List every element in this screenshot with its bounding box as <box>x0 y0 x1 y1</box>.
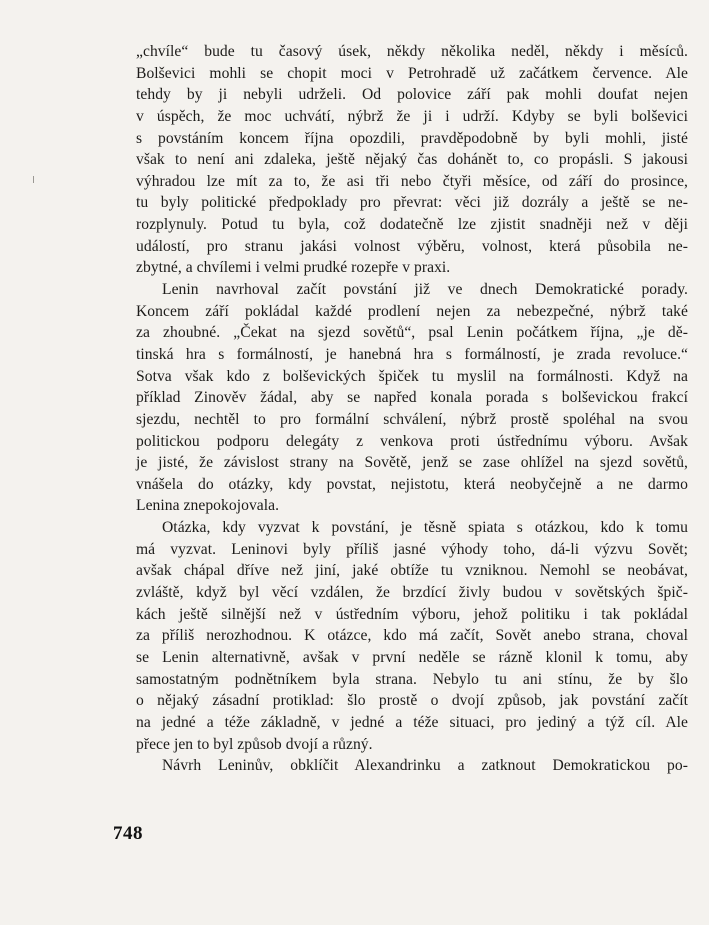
text-line: má vyzvat. Leninovi byly příliš jasné výhody toho, dá-li výzvu Sovět; <box>136 540 688 558</box>
text-line: samostatným podnětníkem byla strana. Nebylo tu ani stínu, že by šlo <box>136 670 688 688</box>
text-line: sjezdu, nechtěl to pro formální schválení, nýbrž prostě spoléhal na svou <box>136 410 688 428</box>
text-line: tu byly politické předpoklady pro převrat: věci již dozrály a ještě se ne- <box>136 194 688 212</box>
text-line: avšak chápal dříve než jiní, jaké obtíže tu vzniknou. Nemohl se neobávat, <box>136 562 688 580</box>
page-number: 748 <box>113 823 143 844</box>
text-line: politickou podporu delegáty z venkova proti ústřednímu výboru. Avšak <box>136 432 688 450</box>
text-line: s povstáním koncem října opozdili, pravděpodobně by byli mohli, jisté <box>136 129 688 147</box>
text-line: tinská hra s formálností, je hanebná hra s formálností, je zrada revoluce.“ <box>136 345 688 363</box>
text-line: o nějaký zásadní protiklad: šlo prostě o dvojí způsob, jak povstání začít <box>136 692 688 710</box>
text-line: za zhoubné. „Čekat na sjezd sovětů“, psal Lenin počátkem října, „je dě- <box>136 324 688 342</box>
text-line: Koncem září pokládal každé prodlení nejen za nebezpečné, nýbrž také <box>136 302 688 320</box>
text-line: Lenin navrhoval začít povstání již ve dnech Demokratické porady. <box>162 281 688 299</box>
text-line: na jedné a téže základně, v jedné a téže situaci, pro jediný a týž cíl. Ale <box>136 713 688 731</box>
text-line: událostí, pro stranu jakási volnost výběru, volnost, která působila ne- <box>136 237 688 255</box>
margin-mark <box>33 176 34 183</box>
text-line: tehdy by ji nebyli udrželi. Od polovice září pak mohli doufat nejen <box>136 86 688 104</box>
text-line: v úspěch, že moc uchvátí, nýbrž že ji i udrží. Kdyby se byli bolševici <box>136 107 688 125</box>
text-line: Otázka, kdy vyzvat k povstání, je těsně spiata s otázkou, kdo k tomu <box>162 519 688 537</box>
text-line: zbytné, a chvílemi i velmi prudké rozepře v praxi. <box>136 259 451 277</box>
text-line: je jisté, že závislost strany na Sovětě, jenž se zase ohlížel na sjezd sovětů, <box>136 454 688 472</box>
text-line: rozplynuly. Potud tu byla, což dodatečně lze zjistit snadněji než v ději <box>136 216 688 234</box>
text-line: příklad Zinověv žádal, aby se napřed konala porada s bolševickou frakcí <box>136 389 688 407</box>
text-line: Návrh Leninův, obklíčit Alexandrinku a zatknout Demokratickou po- <box>162 757 688 775</box>
text-line: kách ještě silnější než v ústředním výboru, jehož politiku i tak pokládal <box>136 605 688 623</box>
text-line: vnášela do otázky, kdy povstat, nejistotu, která neobyčejně a ne darmo <box>136 475 688 493</box>
body-text <box>136 41 688 777</box>
text-line: Sotva však kdo z bolševických špiček tu myslil na formálnosti. Když na <box>136 367 688 385</box>
text-line: výhradou lze mít za to, že asi tři nebo čtyři měsíce, od září do prosince, <box>136 172 688 190</box>
text-line: „chvíle“ bude tu časový úsek, někdy několika neděl, někdy i měsíců. <box>136 43 688 60</box>
text-line: však to není ani zdaleka, ještě nějaký čas dohánět to, co propásli. S jakousi <box>136 151 688 169</box>
text-line: se Lenin alternativně, avšak v první neděle se rázně klonil k tomu, aby <box>136 648 688 666</box>
text-line: přece jen to byl způsob dvojí a různý. <box>136 735 373 753</box>
text-line: za příliš nerozhodnou. K otázce, kdo má začít, Sovět anebo strana, choval <box>136 627 688 645</box>
text-line: zvláště, když byl věcí vzdálen, že brzdící živly budou v sovětských špič- <box>136 584 688 602</box>
text-line: Lenina znepokojovala. <box>136 497 280 515</box>
text-line: Bolševici mohli se chopit moci v Petrohradě už začátkem července. Ale <box>136 64 688 82</box>
